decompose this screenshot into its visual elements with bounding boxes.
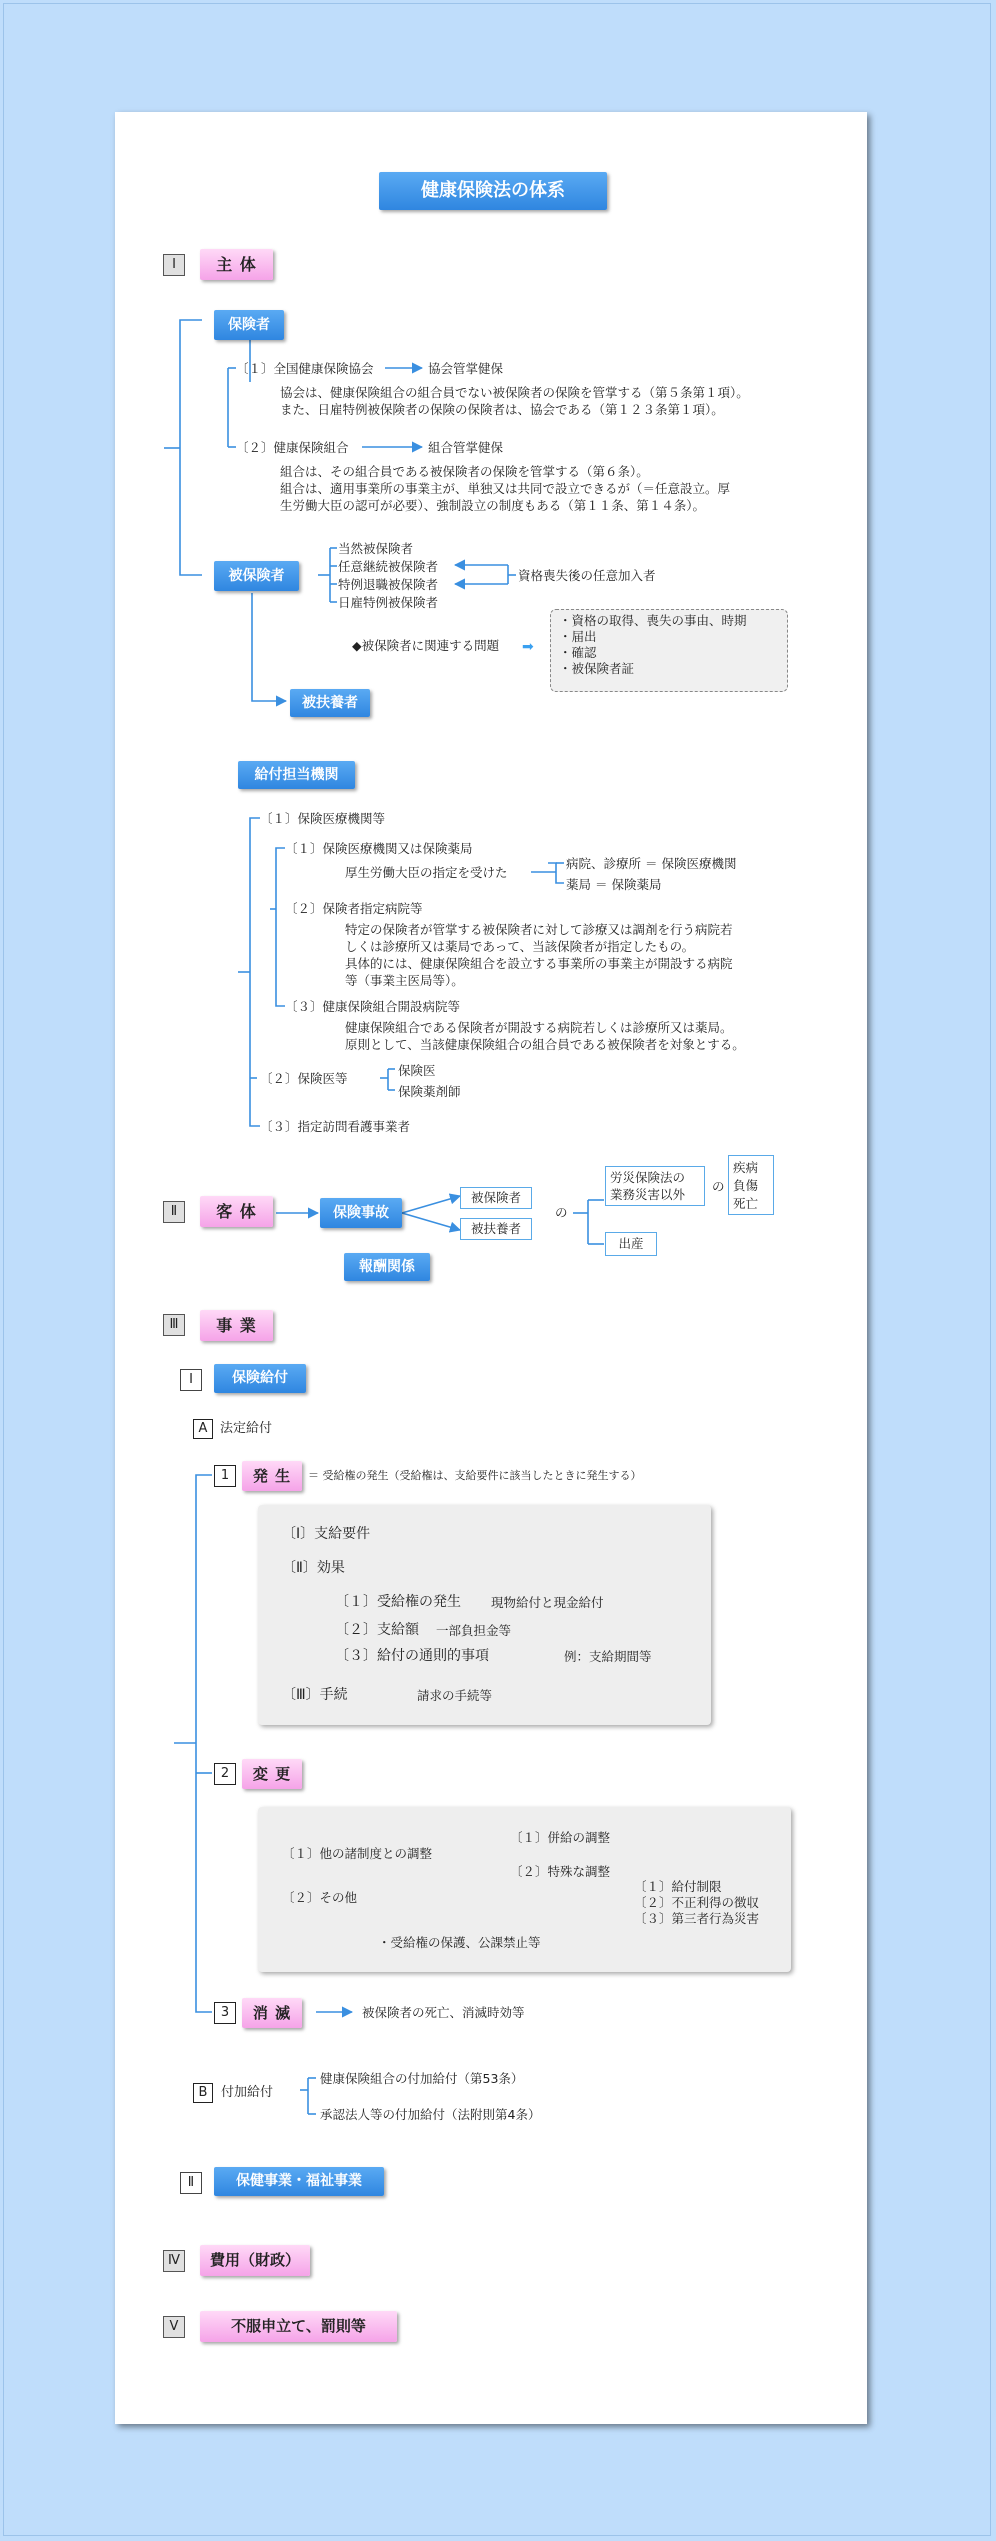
hassei-note: ＝ 受給権の発生（受給権は、支給要件に該当したときに発生する） <box>308 1469 642 1482</box>
hoshu-kankei-label: 報酬関係 <box>344 1253 430 1281</box>
kyufu-item-2: 〔２〕保険医等 <box>260 1071 348 1086</box>
henkou-label: 変 更 <box>242 1759 302 1789</box>
fusei-ritoku: 〔２〕不正利得の徴収 <box>634 1895 760 1910</box>
kyufu-item-1-1-x: 病院、診療所 ＝ 保険医療機関 <box>566 856 737 871</box>
henkou-chousei: 〔１〕他の諸制度との調整 <box>282 1846 433 1861</box>
shikaku-soushitsu-note: 資格喪失後の任意加入者 <box>518 568 656 583</box>
hihokensha-item-3: 特例退職被保険者 <box>338 577 439 592</box>
section-3-number: Ⅲ <box>163 1314 185 1336</box>
kouka-2: 〔２〕支給額 <box>335 1622 419 1638</box>
kyufu-item-1-3-desc: 健康保険組合である保険者が開設する病院若しくは診療所又は薬局。 原則として、当該健康保険組合の組合員である被保険者を対象とする。 <box>345 1020 745 1052</box>
section-3-label: 事 業 <box>200 1310 273 1341</box>
shoumetsu-number: 3 <box>214 2002 236 2024</box>
page-title: 健康保険法の体系 <box>379 172 607 210</box>
fuka-kyufu-letter: B <box>193 2083 213 2103</box>
tetsuzuki-result: 請求の手続等 <box>417 1688 493 1703</box>
henkou-number: 2 <box>214 1763 236 1785</box>
kouka-1-result: 現物給付と現金給付 <box>491 1595 604 1610</box>
kyufu-item-3: 〔３〕指定訪問看護事業者 <box>260 1119 411 1134</box>
hokensha-item-1-arrow-label: 協会管掌健保 <box>428 361 504 376</box>
kyufu-item-2-1: 保険医 <box>398 1063 436 1078</box>
hoken-kyufu-label: 保険給付 <box>214 1364 306 1393</box>
section-2-number: Ⅱ <box>163 1201 185 1223</box>
no-particle-1: の <box>555 1205 568 1220</box>
hihokensha-issues-box: ・資格の取得、喪失の事由、時期 ・届出 ・確認 ・被保険者証 <box>550 609 788 692</box>
kyakutai-fuyou: 被扶養者 <box>460 1218 532 1240</box>
hihokensha-issue-label: ◆被保険者に関連する問題 <box>352 638 500 653</box>
kyufu-item-1-3: 〔３〕健康保険組合開設病院等 <box>285 999 461 1014</box>
shoumetsu-result: 被保険者の死亡、消滅時効等 <box>362 2005 525 2020</box>
kyufu-item-1-2-desc: 特定の保険者が管掌する被保険者に対して診療又は調剤を行う病院若 しくは診療所又は薬局であって、当該保険者が指定したもの。 具体的には、健康保険組合を設立する事業所の事業主が開設する病院 等（事業主医局等）。 <box>345 922 733 988</box>
shussan-box: 出産 <box>605 1232 657 1256</box>
shippei-box: 疾病 負傷 死亡 <box>728 1155 774 1215</box>
hihokensha-item-1: 当然被保険者 <box>338 541 414 556</box>
section-4-label: 費用（財政） <box>200 2245 310 2276</box>
hoken-jiko-label: 保険事故 <box>320 1198 402 1228</box>
hokensha-item-1: 〔１〕全国健康保険協会 <box>236 361 374 376</box>
hokensha-item-2: 〔２〕健康保険組合 <box>236 440 349 455</box>
shoumetsu-label: 消 滅 <box>242 1998 302 2028</box>
hassei-label: 発 生 <box>242 1461 302 1491</box>
kyufu-item-2-2: 保険薬剤師 <box>398 1084 461 1099</box>
hokensha-item-2-arrow-label: 組合管掌健保 <box>428 440 504 455</box>
hoken-jigyou-label: 保健事業・福祉事業 <box>214 2167 384 2196</box>
daisansha-koui: 〔３〕第三者行為災害 <box>634 1911 760 1926</box>
hoken-jigyou-number: Ⅱ <box>180 2172 202 2194</box>
hoken-kyufu-number: Ⅰ <box>180 1369 202 1391</box>
kyufu-item-1-1-desc: 厚生労働大臣の指定を受けた <box>345 865 508 880</box>
kyufu-item-1: 〔１〕保険医療機関等 <box>260 811 386 826</box>
fuyou-label: 被扶養者 <box>290 689 370 717</box>
kouka-3-result: 例：支給期間等 <box>564 1649 652 1664</box>
fuka-kyufu-2: 承認法人等の付加給付（法附則第4条） <box>320 2107 541 2122</box>
kyufu-item-1-1: 〔１〕保険医療機関又は保険薬局 <box>285 841 473 856</box>
kouka-3: 〔３〕給付の通則的事項 <box>335 1648 489 1664</box>
section-1-number: Ⅰ <box>163 254 185 276</box>
hihokensha-item-4: 日雇特例被保険者 <box>338 595 439 610</box>
fuka-kyufu-1: 健康保険組合の付加給付（第53条） <box>320 2071 524 2086</box>
heikyu-chousei: 〔１〕併給の調整 <box>510 1830 611 1845</box>
section-4-number: Ⅳ <box>163 2250 185 2272</box>
hassei-number: 1 <box>214 1465 236 1487</box>
section-1-label: 主 体 <box>200 249 273 280</box>
no-particle-2: の <box>712 1179 725 1194</box>
jukyuken-hogo: ・受給権の保護、公課禁止等 <box>378 1935 541 1950</box>
hokensha-item-1-desc: 協会は、健康保険組合の組合員でない被保険者の保険を管掌する（第５条第１項）。 また、日雇特例被保険者の保険の保険者は、協会である（第１２３条第１項）。 <box>280 385 749 417</box>
hihokensha-item-2: 任意継続被保険者 <box>338 559 439 574</box>
houtei-kyufu-label: 法定給付 <box>220 1421 273 1436</box>
section-2-label: 客 体 <box>200 1196 273 1227</box>
shikyu-youken: 〔Ⅰ〕支給要件 <box>282 1526 371 1542</box>
arrow-right-icon: ➡ <box>522 639 534 655</box>
kyufu-label: 給付担当機関 <box>238 761 355 789</box>
section-5-number: Ⅴ <box>163 2316 185 2338</box>
tokushu-chousei: 〔２〕特殊な調整 <box>510 1864 611 1879</box>
kouka: 〔Ⅱ〕効果 <box>282 1560 345 1576</box>
hokensha-item-2-desc: 組合は、その組合員である被保険者の保険を管掌する（第６条）。 組合は、適用事業所の事業主が、単独又は共同で設立できるが（＝任意設立。厚 生労働大臣の認可が必要）、強制設立の制度もある（第１１条、第１４条）。 <box>280 464 731 513</box>
houtei-kyufu-letter: A <box>193 1419 213 1439</box>
henkou-sonota: 〔２〕その他 <box>282 1890 358 1905</box>
fuka-kyufu-label: 付加給付 <box>221 2085 274 2100</box>
hihokensha-label: 被保険者 <box>214 561 299 591</box>
section-5-label: 不服申立て、罰則等 <box>200 2311 397 2342</box>
kyufu-seigen: 〔１〕給付制限 <box>634 1879 722 1894</box>
kyufu-item-1-2: 〔２〕保険者指定病院等 <box>285 901 423 916</box>
kouka-2-result: 一部負担金等 <box>436 1623 512 1638</box>
tetsuzuki: 〔Ⅲ〕手続 <box>282 1687 348 1703</box>
kyufu-item-1-1-y: 薬局 ＝ 保険薬局 <box>566 877 662 892</box>
rosai-box: 労災保険法の 業務災害以外 <box>605 1166 705 1206</box>
kouka-1: 〔１〕受給権の発生 <box>335 1594 461 1610</box>
hokensha-label: 保険者 <box>214 310 284 340</box>
kyakutai-hihokensha: 被保険者 <box>460 1187 532 1209</box>
